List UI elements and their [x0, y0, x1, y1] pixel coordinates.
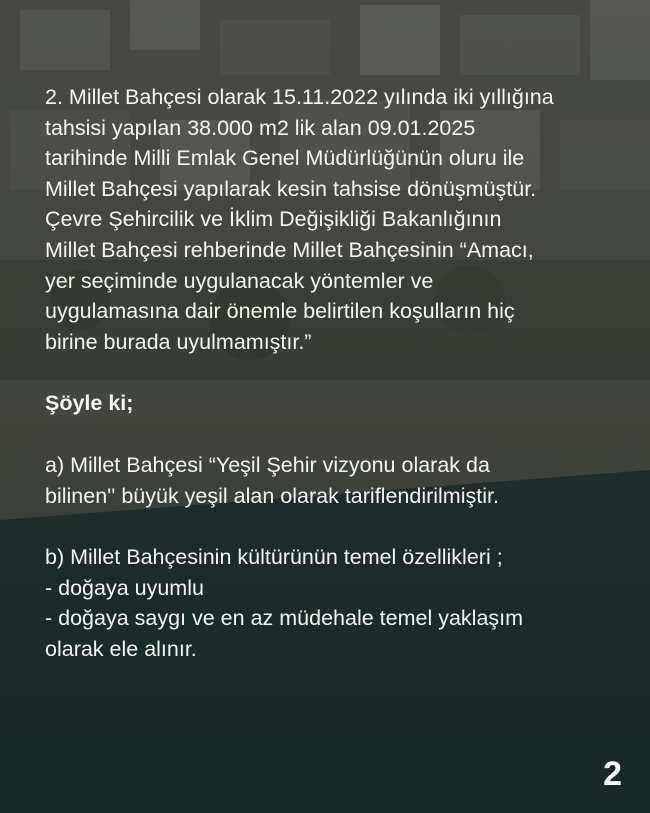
- section-heading: Şöyle ki;: [45, 391, 134, 416]
- slide-text-body: [45, 82, 615, 665]
- item-b-bullet-2: - doğaya saygı ve en az müdehale temel yaklaşım olarak ele alınır.: [45, 606, 524, 661]
- paragraph-intro: 2. Millet Bahçesi olarak 15.11.2022 yılında iki yıllığına tahsisi yapılan 38.000 m2 lik alan 09.01.2025 tarihinde Milli Emlak Genel Müdürlüğünün oluru ile Millet Bahçesi yapılarak kesin tahsise dönüşmüştür. Çevre Şehircilik ve İklim Değişikliği Bakanlığının Millet Bahçesi rehberinde Millet Bahçesinin “Amacı, yer seçiminde uygulanacak yöntemler ve uygulamasına dair önemle belirtilen koşulların hiç birine burada uyulmamıştır.”: [45, 85, 554, 354]
- item-b-bullet-1: - doğaya uyumlu: [45, 575, 204, 600]
- item-a: a) Millet Bahçesi “Yeşil Şehir vizyonu olarak da bilinen'' büyük yeşil alan olarak tariflendirilmiştir.: [45, 452, 499, 508]
- page-number: 2: [603, 755, 622, 793]
- item-b-title: b) Millet Bahçesinin kültürünün temel özellikleri ;: [45, 545, 503, 570]
